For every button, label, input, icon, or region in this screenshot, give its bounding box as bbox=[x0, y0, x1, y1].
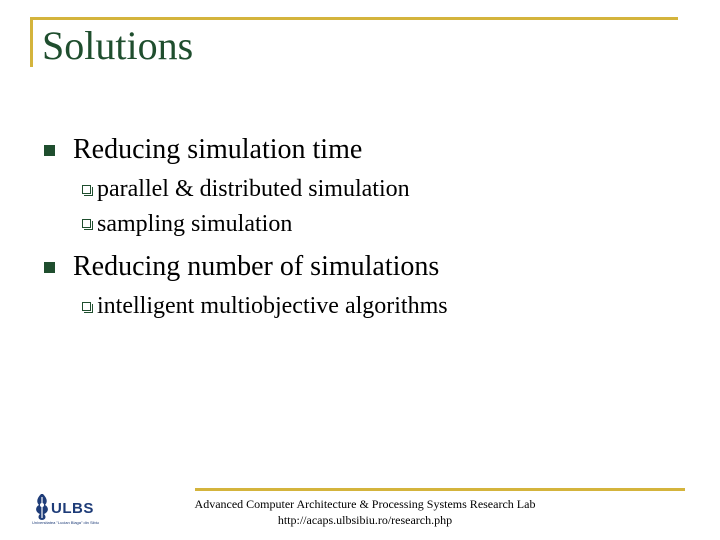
bullet-square-icon bbox=[44, 145, 55, 156]
sub-item-parallel-distributed: parallel & distributed simulation bbox=[97, 176, 410, 202]
sub-item-sampling: sampling simulation bbox=[97, 211, 293, 237]
bullet-item-reducing-number-of-simulations: Reducing number of simulations bbox=[73, 251, 440, 282]
ulbs-emblem-icon bbox=[32, 492, 52, 522]
title-frame-left-line bbox=[30, 17, 33, 67]
footer-lab-name: Advanced Computer Architecture & Processing Systems Research Lab bbox=[194, 497, 536, 511]
footer-divider bbox=[195, 488, 685, 491]
sub-bullet-box-icon bbox=[82, 219, 91, 228]
title-frame-top-line bbox=[30, 17, 678, 20]
footer-credits bbox=[190, 496, 540, 528]
slide-title: Solutions bbox=[42, 23, 194, 68]
sub-item-intelligent-multiobjective: intelligent multiobjective algorithms bbox=[97, 293, 448, 319]
logo-subtitle: Universitatea "Lucian Blaga" din Sibiu bbox=[32, 520, 99, 525]
sub-bullet-box-icon bbox=[82, 185, 91, 194]
logo-name: ULBS bbox=[51, 500, 94, 517]
sub-bullet-box-icon bbox=[82, 302, 91, 311]
bullet-item-reducing-simulation-time: Reducing simulation time bbox=[73, 134, 363, 165]
ulbs-logo bbox=[32, 492, 122, 530]
bullet-square-icon bbox=[44, 262, 55, 273]
footer-url: http://acaps.ulbsibiu.ro/research.php bbox=[277, 513, 453, 527]
